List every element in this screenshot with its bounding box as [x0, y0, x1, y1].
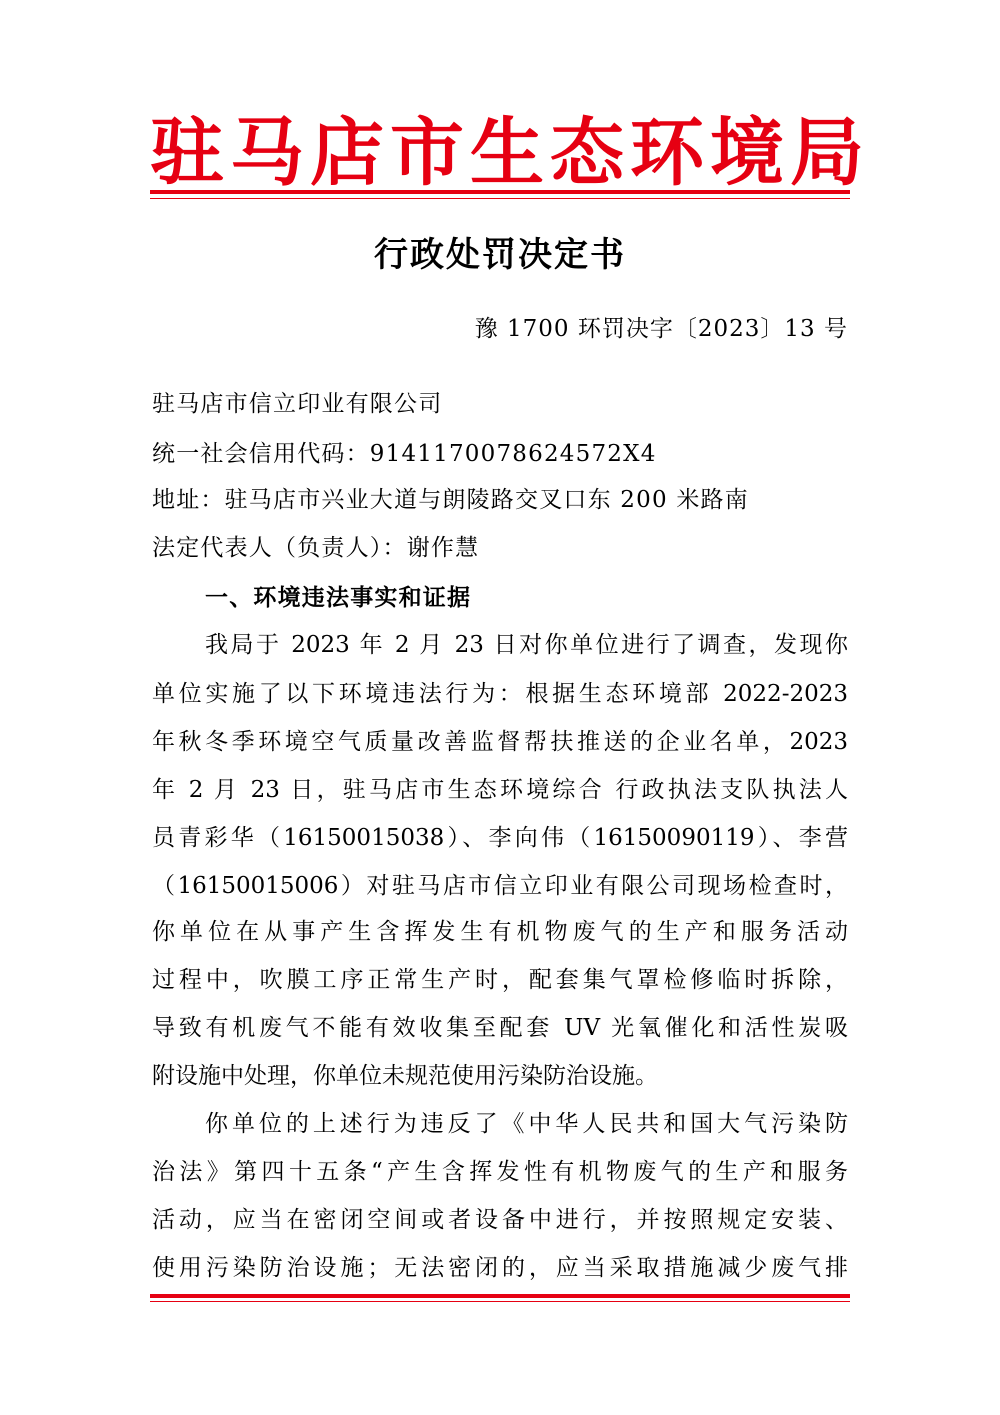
paragraph-line: 治法》第四十五条“产生含挥发性有机物废气的生产和服务 [152, 1159, 848, 1185]
document-number: 豫 1700 环罚决字〔2023〕13 号 [474, 316, 848, 342]
company-name: 驻马店市信立印业有限公司 [152, 391, 443, 417]
paragraph-line: 附设施中处理，你单位未规范使用污染防治设施。 [152, 1063, 658, 1089]
footer-divider [150, 1294, 850, 1298]
paragraph-line: 单位实施了以下环境违法行为：根据生态环境部 2022-2023 [152, 681, 848, 707]
agency-letterhead: 驻马店市生态环境局 [150, 110, 870, 196]
paragraph-line: 你单位在从事产生含挥发生有机物废气的生产和服务活动 [152, 919, 848, 945]
paragraph-line: 年秋冬季环境空气质量改善监督帮扶推送的企业名单，2023 [152, 729, 848, 755]
document-title: 行政处罚决定书 [374, 235, 626, 275]
paragraph-line: 使用污染防治设施；无法密闭的，应当采取措施减少废气排 [152, 1255, 848, 1281]
paragraph-line: 年 2 月 23 日，驻马店市生态环境综合 行政执法支队执法人 [152, 777, 848, 803]
paragraph-line: 员青彩华（16150015038）、李向伟（16150090119）、李营 [152, 825, 848, 851]
footer-divider-thin [150, 1301, 850, 1302]
address: 地址：驻马店市兴业大道与朗陵路交叉口东 200 米路南 [152, 487, 749, 513]
letterhead-divider-thin [150, 198, 850, 199]
letterhead-divider [150, 190, 850, 194]
section-heading: 一、环境违法事实和证据 [205, 585, 472, 611]
paragraph-line: （16150015006）对驻马店市信立印业有限公司现场检查时， [152, 873, 848, 899]
paragraph-line: 我局于 2023 年 2 月 23 日对你单位进行了调查，发现你 [205, 632, 848, 658]
paragraph-line: 过程中，吹膜工序正常生产时，配套集气罩检修临时拆除， [152, 967, 848, 993]
paragraph-line: 你单位的上述行为违反了《中华人民共和国大气污染防 [205, 1111, 848, 1137]
legal-representative: 法定代表人（负责人）：谢作慧 [152, 535, 480, 561]
credit-code: 统一社会信用代码：9141170078624572X4 [152, 441, 657, 467]
paragraph-line: 活动，应当在密闭空间或者设备中进行，并按照规定安装、 [152, 1207, 848, 1233]
paragraph-line: 导致有机废气不能有效收集至配套 UV 光氧催化和活性炭吸 [152, 1015, 848, 1041]
